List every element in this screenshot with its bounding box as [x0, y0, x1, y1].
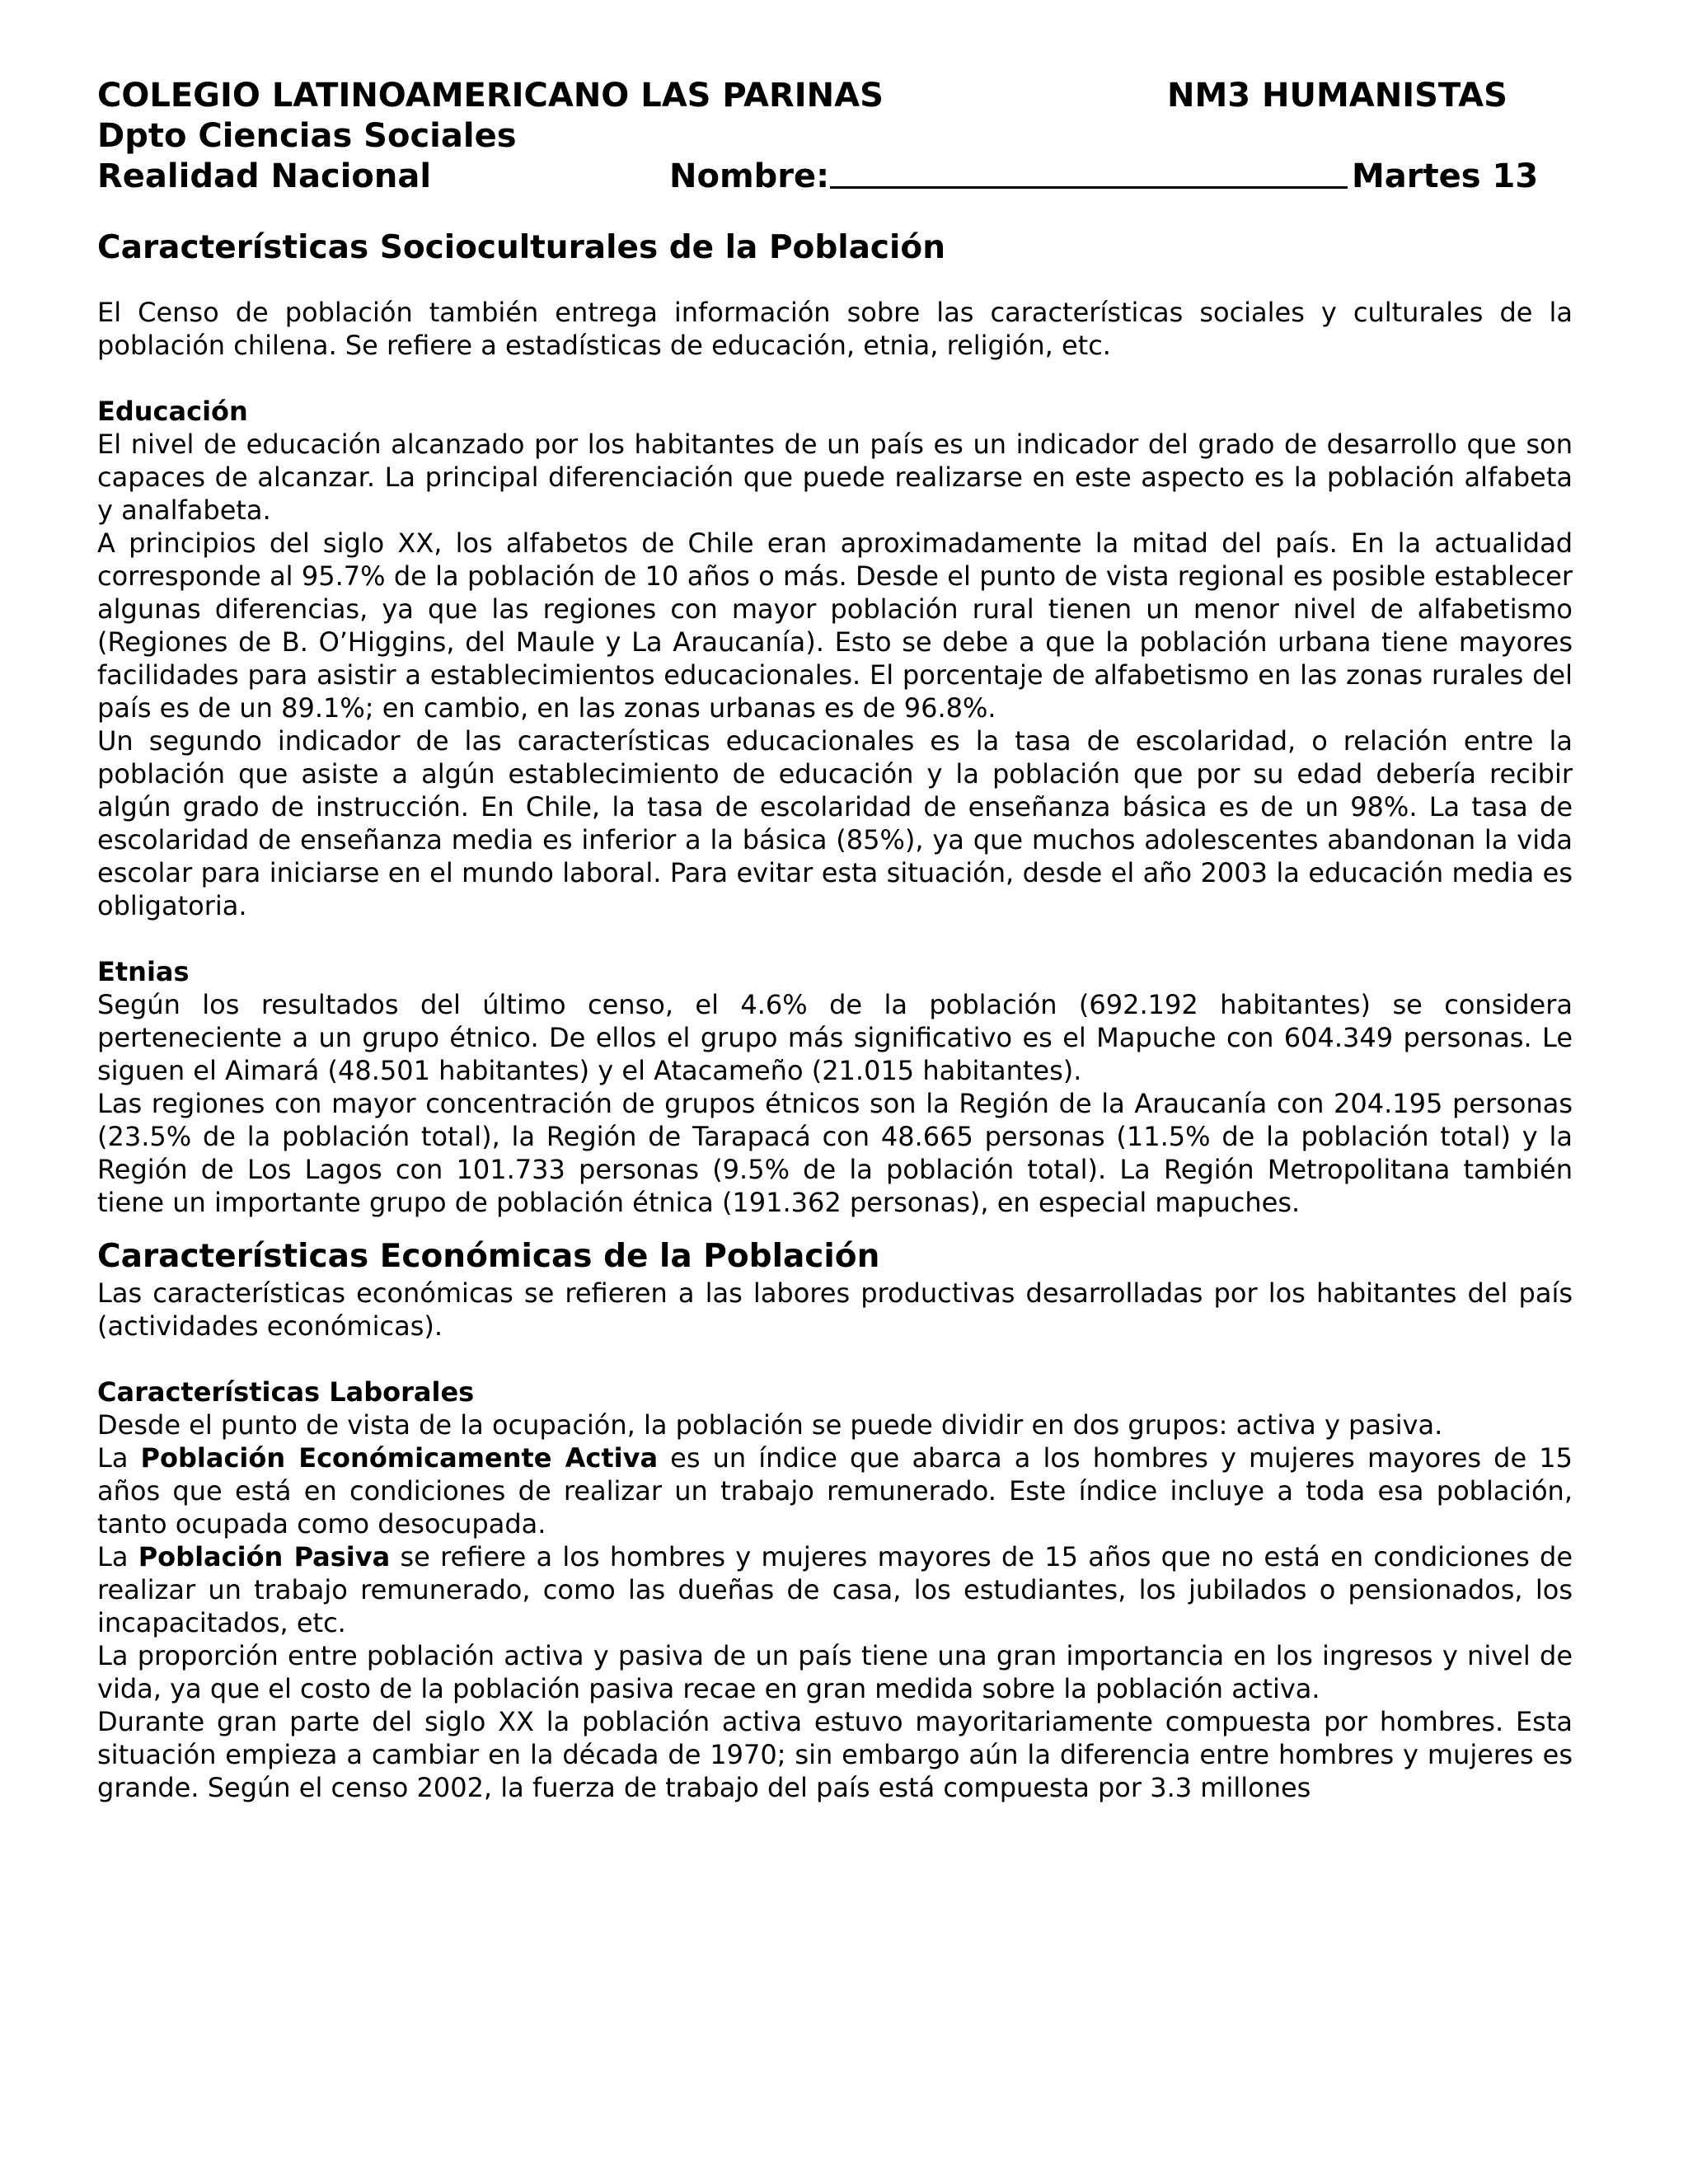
- school-name: COLEGIO LATINOAMERICANO LAS PARINAS: [97, 77, 884, 115]
- labor-paragraph-history: Durante gran parte del siglo XX la población activa estuvo mayoritariamente compuesta por hombres. Esta situación empieza a cambiar en la década de 1970; sin embargo aún la diferencia entre hombres y mujeres es grande. Según el censo 2002, la fuerza de trabajo del país está compuesta por 3.3 millones: [97, 1706, 1573, 1803]
- section-title-sociocultural: Características Socioculturales de la Población: [97, 229, 945, 266]
- course-level: NM3 HUMANISTAS: [1167, 77, 1507, 115]
- labor-paragraph-1: Desde el punto de vista de la ocupación, la población se puede dividir en dos grupos: activa y pasiva.: [97, 1409, 1443, 1441]
- name-blank-line: [830, 186, 1348, 189]
- labor-heading: Características Laborales: [97, 1376, 475, 1408]
- name-label: Nombre:: [669, 157, 830, 195]
- education-paragraph-2: A principios del siglo XX, los alfabetos de Chile eran aproximadamente la mitad del país. En la actualidad corresponde al 95.7% de la población de 10 años o más. Desde el punto de vista regional es posible establecer algunas diferencias, ya que las regiones con mayor población rural tienen un menor nivel de alfabetismo (Regiones de B. O’Higgins, del Maule y La Araucanía). Esto se debe a que la población urbana tiene mayores facilidades para asistir a establecimientos educacionales. El porcentaje de alfabetismo en las zonas rurales del país es de un 89.1%; en cambio, en las zonas urbanas es de 96.8%.: [97, 527, 1573, 724]
- header-row-3: [97, 157, 1573, 197]
- department: Dpto Ciencias Sociales: [97, 117, 517, 155]
- education-paragraph-1: El nivel de educación alcanzado por los habitantes de un país es un indicador del grado de desarrollo que son capaces de alcanzar. La principal diferenciación que puede realizarse en este aspecto es la población alfabeta y analfabeta.: [97, 429, 1573, 526]
- active-population-term: Población Económicamente Activa: [140, 1442, 659, 1474]
- header-row-1: [97, 76, 1573, 116]
- ethnicity-paragraph-2: Las regiones con mayor concentración de grupos étnicos son la Región de la Araucanía con 204.195 personas (23.5% de la población total), la Región de Tarapacá con 48.665 personas (11.5% de la población total) y la Región de Los Lagos con 101.733 personas (9.5% de la población total). La Región Metropolitana también tiene un importante grupo de población étnica (191.362 personas), en especial mapuches.: [97, 1088, 1573, 1218]
- document-page: [97, 76, 1573, 1804]
- section-title-economic: Características Económicas de la Población: [97, 1238, 880, 1275]
- ethnicity-paragraph-1: Según los resultados del último censo, el 4.6% de la población (692.192 habitantes) se considera perteneciente a un grupo étnico. De ellos el grupo más significativo es el Mapuche con 604.349 personas. Le siguen el Aimará (48.501 habitantes) y el Atacameño (21.015 habitantes).: [97, 989, 1573, 1086]
- ethnicity-heading: Etnias: [97, 956, 190, 987]
- economic-intro: Las características económicas se refieren a las labores productivas desarrolladas por los habitantes del país (actividades económicas).: [97, 1277, 1573, 1342]
- labor-paragraph-proportion: La proporción entre población activa y pasiva de un país tiene una gran importancia en los ingresos y nivel de vida, ya que el costo de la población pasiva recae en gran medida sobre la población activa.: [97, 1640, 1573, 1704]
- passive-population-term: Población Pasiva: [138, 1541, 391, 1572]
- education-paragraph-3: Un segundo indicador de las características educacionales es la tasa de escolaridad, o relación entre la población que asiste a algún establecimiento de educación y la población que por su edad debería recibir algún grado de instrucción. En Chile, la tasa de escolaridad de enseñanza básica es de un 98%. La tasa de escolaridad de enseñanza media es inferior a la básica (85%), ya que muchos adolescentes abandonan la vida escolar para iniciarse en el mundo laboral. Para evitar esta situación, desde el año 2003 la educación media es obligatoria.: [97, 725, 1573, 921]
- date: Martes 13: [1352, 157, 1539, 195]
- subject: Realidad Nacional: [97, 157, 432, 195]
- labor-paragraph-passive: La Población Pasiva se refiere a los hombres y mujeres mayores de 15 años que no está en condiciones de realizar un trabajo remunerado, como las dueñas de casa, los estudiantes, los jubilados o pensionados, los incapacitados, etc.: [97, 1541, 1573, 1638]
- sociocultural-intro: El Censo de población también entrega información sobre las características sociales y culturales de la población chilena. Se refiere a estadísticas de educación, etnia, religión, etc.: [97, 297, 1573, 361]
- education-heading: Educación: [97, 396, 248, 427]
- labor-paragraph-active: La Población Económicamente Activa es un índice que abarca a los hombres y mujeres mayores de 15 años que está en condiciones de realizar un trabajo remunerado. Este índice incluye a toda esa población, tanto ocupada como desocupada.: [97, 1442, 1573, 1540]
- header-row-2: [97, 116, 1573, 157]
